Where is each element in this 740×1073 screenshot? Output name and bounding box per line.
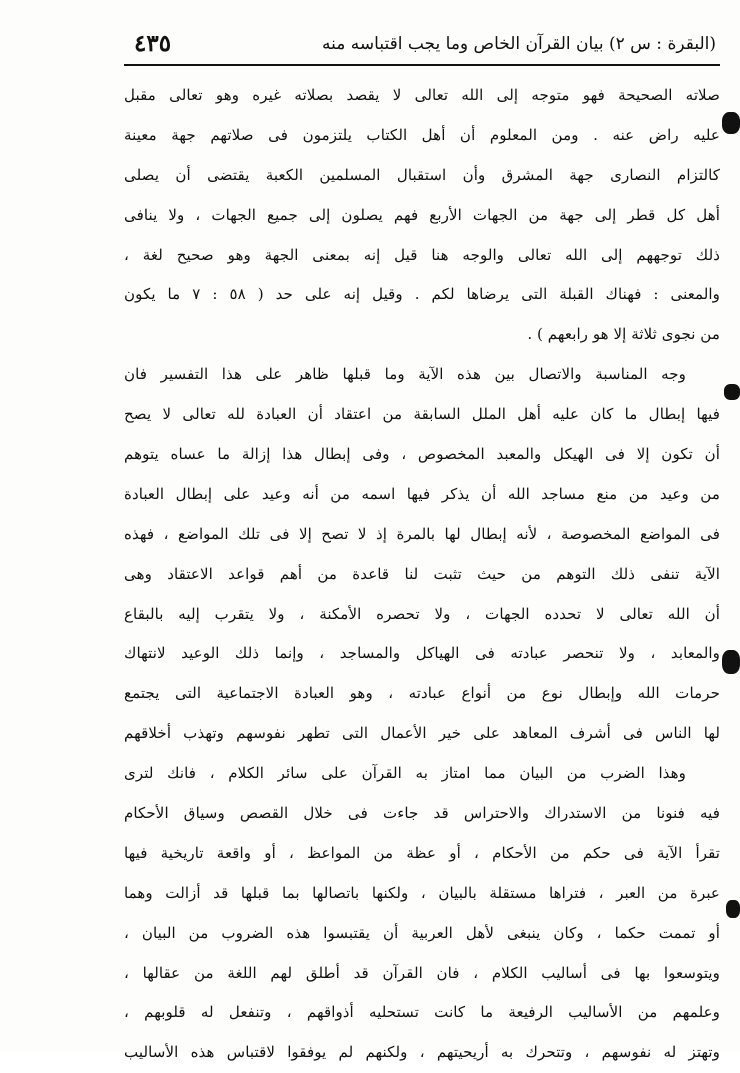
scan-mark [722,650,740,674]
text-line: والمعنى : فهناك القبلة التى يرضاها لكم . وقيل إنه على حد ( ٥٨ : ٧ ما يكون [124,285,720,304]
text-line: كالتزام النصارى جهة المشرق وأن استقبال المسلمين الكعبة يقتضى أن يصلى [124,165,720,184]
page-number: ٤٣٥ [134,30,172,57]
text-line: وجه المناسبة والاتصال بين هذه الآية وما قبلها ظاهر على هذا التفسير فان [124,365,686,384]
text-line: فيه فنونا من الاستدراك والاحتراس قد جاءت فى خلال القصص وسياق الأحكام [124,804,720,823]
text-line: وتهتز له نفوسهم ، وتتحرك به أريحيتهم ، ولكنهم لم يوفقوا لاقتباس هذه الأساليب [124,1043,720,1062]
text-line: وهذا الضرب من البيان مما امتاز به القرآن على سائر الكلام ، فانك لترى [124,764,686,783]
running-header [128,30,716,64]
body-text [124,76,720,1073]
header-rule [124,64,720,66]
text-line: والمعابد ، ولا تنحصر عبادته فى الهياكل والمساجد ، وإنما ذلك الوعيد لانتهاك [124,644,720,663]
text-line: أن تكون إلا فى الهيكل والمعبد المخصوص ، وفى إبطال هذا إزالة ما عساه يتوهم [124,445,720,464]
text-line: فيها إبطال ما كان عليه أهل الملل السابقة من اعتقاد أن العبادة لله تعالى لا يصح [124,405,720,424]
text-line: تقرأ الآية فى حكم من الأحكام ، أو عظة من المواعظ ، أو واقعة تاريخية فيها [124,843,720,862]
text-line: فى المواضع المخصوصة ، لأنه إبطال لها بالمرة إذ لا تصح إلا فى تلك المواضع ، فهذه [124,524,720,543]
text-line: من وعيد من منع مساجد الله أن يذكر فيها اسمه من أنه وعيد على إبطال العبادة [124,484,720,503]
text-line: الآية تنفى ذلك التوهم من حيث تثبت لنا قاعدة من أهم قواعد الاعتقاد وهى [124,564,720,583]
text-line: من نجوى ثلاثة إلا هو رابعهم ) . [527,325,720,344]
scan-mark [724,384,740,400]
text-line: وعلمهم من الأساليب الرفيعة ما كانت تستحليه أذواقهم ، وتنفعل له قلوبهم ، [124,1003,720,1022]
scan-mark [722,112,740,134]
text-line: ذلك توجههم إلى الله تعالى والوجه هنا قيل إنه بمعنى الجهة وهو صحيح لغة ، [124,245,720,264]
scan-mark [726,900,740,918]
text-line: أو تممت حكما ، وكان ينبغى لأهل العربية أن يقتبسوا هذه الضروب من البيان ، [124,923,720,942]
header-title: (البقرة : س ٢) بيان القرآن الخاص وما يجب اقتباسه منه [322,34,716,54]
text-line: عليه راض عنه . ومن المعلوم أن أهل الكتاب يلتزمون فى صلاتهم جهة معينة [124,125,720,144]
text-line: لها الناس فى أشرف المعاهد على خير الأعمال التى تطهر نفوسهم وتهذب أخلاقهم [124,724,720,743]
text-line: عبرة من العبر ، فتراها مستقلة بالبيان ، ولكنها باتصالها بما قبلها قد أزالت وهما [124,883,720,902]
text-line: أن الله تعالى لا تحدده الجهات ، ولا تحصره الأمكنة ، ولا يتقرب إليه بالبقاع [124,604,720,623]
text-line: أهل كل قطر إلى جهة من الجهات الأربع فهم يصلون إلى جميع الجهات ، ولا ينافى [124,205,720,224]
text-line: صلاته الصحيحة فهو متوجه إلى الله تعالى لا يقصد بصلاته غيره وهو تعالى مقبل [124,86,720,104]
text-line: حرمات الله وإبطال نوع من أنواع عبادته ، وهو العبادة الاجتماعية التى يجتمع [124,684,720,703]
text-line: ويتوسعوا بها فى أساليب الكلام ، فان القرآن قد أطلق لهم اللغة من عقالها ، [124,963,720,982]
